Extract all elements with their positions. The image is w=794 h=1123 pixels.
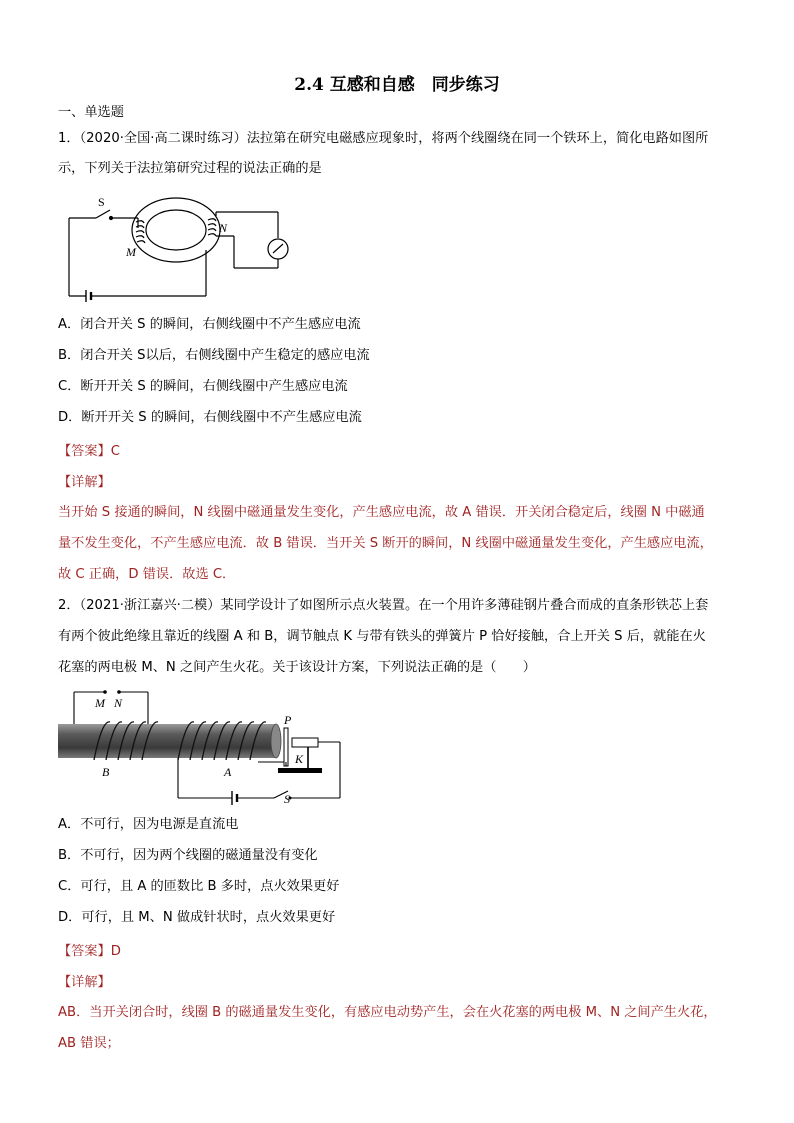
q1-iron-ring-inner: [146, 210, 206, 250]
q1-switch-blade: [96, 210, 110, 218]
q2-iron-core: [58, 724, 276, 758]
q2-option-b: B．不可行，因为两个线圈的磁通量没有变化: [58, 848, 318, 863]
q1-label-s: S: [98, 195, 105, 209]
q1-answer-value: C: [110, 444, 120, 459]
q2-answer-value: D: [110, 944, 121, 959]
q2-option-c: C．可行，且 A 的匝数比 B 多时，点火效果更好: [58, 879, 340, 894]
q2-label-m: M: [95, 696, 105, 710]
q1-answer: [58, 440, 120, 459]
q2-spring-p: [284, 728, 288, 766]
q1-label-m: M: [126, 245, 136, 259]
q2-label-p: P: [284, 713, 292, 727]
q1-answer-label: 【答案】: [58, 444, 111, 459]
q1-option-d: D．断开开关 S 的瞬间，右侧线圈中不产生感应电流: [58, 410, 362, 425]
q2-label-b: B: [102, 765, 110, 779]
q1-option-a: A．闭合开关 S 的瞬间，右侧线圈中不产生感应电流: [58, 317, 361, 332]
q2-detail-label: 【详解】: [58, 975, 111, 990]
section-heading: 一、单选题: [58, 105, 124, 120]
page-title: 2.4 互感和自感 同步练习: [294, 75, 500, 95]
q2-detail-line2: AB 错误；: [58, 1036, 120, 1051]
q1-stem-line2: 示，下列关于法拉第研究过程的说法正确的是: [58, 161, 322, 176]
q1-option-b: B．闭合开关 S以后，右侧线圈中产生稳定的感应电流: [58, 348, 370, 363]
q2-stem-line1: 2．（2021·浙江嘉兴·二模）某同学设计了如图所示点火装置。在一个用许多薄硅钢片叠合而成的直条形铁芯上套: [58, 598, 709, 613]
q1-iron-ring-outer: [132, 198, 220, 262]
q1-detail-line3: 故 C 正确，D 错误．故选 C．: [58, 567, 236, 582]
q2-ignition-figure: [58, 688, 348, 806]
q1-stem-line1: 1．（2020·全国·高二课时练习）法拉第在研究电磁感应现象时，将两个线圈绕在同一个铁环上，简化电路如图所: [58, 131, 709, 146]
q2-label-a: A: [224, 765, 232, 779]
q2-label-n: N: [114, 696, 123, 710]
q2-electrode-n: [117, 690, 121, 694]
q2-stem-line2: 有两个彼此绝缘且靠近的线圈 A 和 B，调节触点 K 与带有铁头的弹簧片 P 恰好接触，合上开关 S 后，就能在火: [58, 629, 706, 644]
q2-contact-k: [292, 738, 318, 747]
q1-detail-line2: 量不发生变化，不产生感应电流．故 B 错误．当开关 S 断开的瞬间，N 线圈中磁通量发生变化，产生感应电流，: [58, 536, 713, 551]
q2-answer: [58, 940, 121, 959]
q2-electrode-m: [103, 690, 107, 694]
q2-iron-core-end: [271, 724, 281, 758]
q1-detail-label: 【详解】: [58, 475, 111, 490]
q2-base: [278, 768, 322, 773]
q1-detail-line1: 当开始 S 接通的瞬间，N 线圈中磁通量发生变化，产生感应电流，故 A 错误．开关闭合稳定后，线圈 N 中磁通: [58, 505, 705, 520]
q2-label-s: S: [284, 792, 290, 806]
q1-galvanometer-needle: [273, 244, 283, 253]
q2-option-a: A．不可行，因为电源是直流电: [58, 817, 239, 832]
q1-label-n: N: [219, 221, 228, 235]
q2-option-d: D．可行，且 M、N 做成针状时，点火效果更好: [58, 910, 336, 925]
q1-coil-n: [208, 219, 216, 236]
q2-answer-label: 【答案】: [58, 944, 111, 959]
q2-stem-line3: 花塞的两电极 M、N 之间产生火花。关于该设计方案，下列说法正确的是（ ）: [58, 660, 536, 675]
q1-coil-m: [136, 221, 145, 243]
q1-option-c: C．断开开关 S 的瞬间，右侧线圈中产生感应电流: [58, 379, 348, 394]
q2-detail-line1: AB．当开关闭合时，线圈 B 的磁通量发生变化，有感应电动势产生，会在火花塞的两电极 M、N 之间产生火花，: [58, 1005, 717, 1020]
q2-label-k: K: [295, 752, 304, 766]
q1-circuit-figure: [66, 192, 306, 302]
